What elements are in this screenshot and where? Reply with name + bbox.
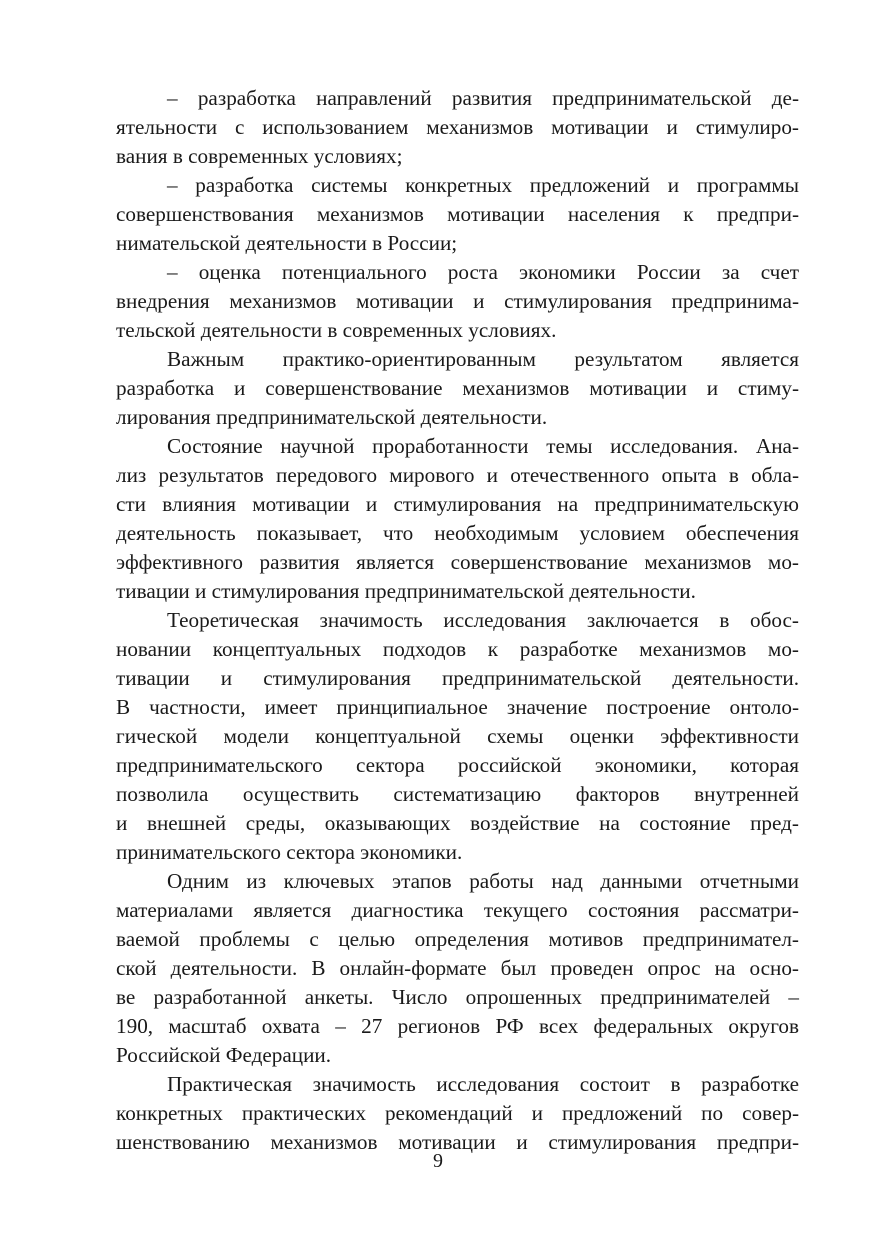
text-line: Практическая значимость исследования состоит в разработке bbox=[167, 1072, 799, 1096]
text-line: разработка и совершенствование механизмов мотивации и стиму- bbox=[116, 376, 799, 400]
text-line: ваемой проблемы с целью определения мотивов предпринимател- bbox=[116, 927, 799, 951]
text-line: нимательской деятельности в России; bbox=[116, 231, 458, 255]
text-line: Одним из ключевых этапов работы над данными отчетными bbox=[167, 869, 799, 893]
text-line: – оценка потенциального роста экономики России за счет bbox=[167, 260, 799, 284]
text-line: – разработка системы конкретных предложений и программы bbox=[167, 173, 799, 197]
paragraph bbox=[116, 432, 799, 606]
text-line: ской деятельности. В онлайн-формате был проведен опрос на осно- bbox=[116, 956, 799, 980]
text-line: Теоретическая значимость исследования заключается в обос- bbox=[167, 608, 799, 632]
text-line: Российской Федерации. bbox=[116, 1043, 332, 1067]
text-line: внедрения механизмов мотивации и стимулирования предпринима- bbox=[116, 289, 799, 313]
text-line: материалами является диагностика текущего состояния рассматри- bbox=[116, 898, 799, 922]
text-line: вания в современных условиях; bbox=[116, 144, 403, 168]
paragraph bbox=[116, 1070, 799, 1157]
text-line: Состояние научной проработанности темы исследования. Ана- bbox=[167, 434, 799, 458]
text-line: тивации и стимулирования предпринимательской деятельности. bbox=[116, 666, 799, 690]
text-line: гической модели концептуальной схемы оценки эффективности bbox=[116, 724, 799, 748]
text-line: предпринимательского сектора российской экономики, которая bbox=[116, 753, 799, 777]
page-number: 9 bbox=[433, 1150, 443, 1172]
text-line: совершенствования механизмов мотивации населения к предпри- bbox=[116, 202, 799, 226]
text-line: сти влияния мотивации и стимулирования на предпринимательскую bbox=[116, 492, 799, 516]
paragraph bbox=[116, 171, 799, 258]
body-text bbox=[116, 84, 799, 1157]
text-line: ве разработанной анкеты. Число опрошенных предпринимателей – bbox=[116, 985, 799, 1009]
text-line: эффективного развития является совершенствование механизмов мо- bbox=[116, 550, 799, 574]
text-line: конкретных практических рекомендаций и предложений по совер- bbox=[116, 1101, 799, 1125]
paragraph bbox=[116, 867, 799, 1070]
text-line: В частности, имеет принципиальное значение построение онтоло- bbox=[116, 695, 799, 719]
text-line: ятельности с использованием механизмов мотивации и стимулиро- bbox=[116, 115, 799, 139]
text-line: новании концептуальных подходов к разработке механизмов мо- bbox=[116, 637, 799, 661]
text-line: лирования предпринимательской деятельности. bbox=[116, 405, 548, 429]
text-line: тивации и стимулирования предпринимательской деятельности. bbox=[116, 579, 696, 603]
paragraph bbox=[116, 84, 799, 171]
text-line: принимательского сектора экономики. bbox=[116, 840, 463, 864]
text-line: шенствованию механизмов мотивации и стимулирования предпри- bbox=[116, 1130, 799, 1154]
text-line: тельской деятельности в современных условиях. bbox=[116, 318, 557, 342]
text-line: – разработка направлений развития предпринимательской де- bbox=[167, 86, 799, 110]
paragraph bbox=[116, 606, 799, 867]
text-line: 190, масштаб охвата – 27 регионов РФ всех федеральных округов bbox=[116, 1014, 799, 1038]
text-line: Важным практико-ориентированным результатом является bbox=[167, 347, 799, 371]
paragraph bbox=[116, 258, 799, 345]
text-line: и внешней среды, оказывающих воздействие на состояние пред- bbox=[116, 811, 799, 835]
paragraph bbox=[116, 345, 799, 432]
text-line: позволила осуществить систематизацию факторов внутренней bbox=[116, 782, 799, 806]
text-line: деятельность показывает, что необходимым условием обеспечения bbox=[116, 521, 799, 545]
text-line: лиз результатов передового мирового и отечественного опыта в обла- bbox=[116, 463, 799, 487]
